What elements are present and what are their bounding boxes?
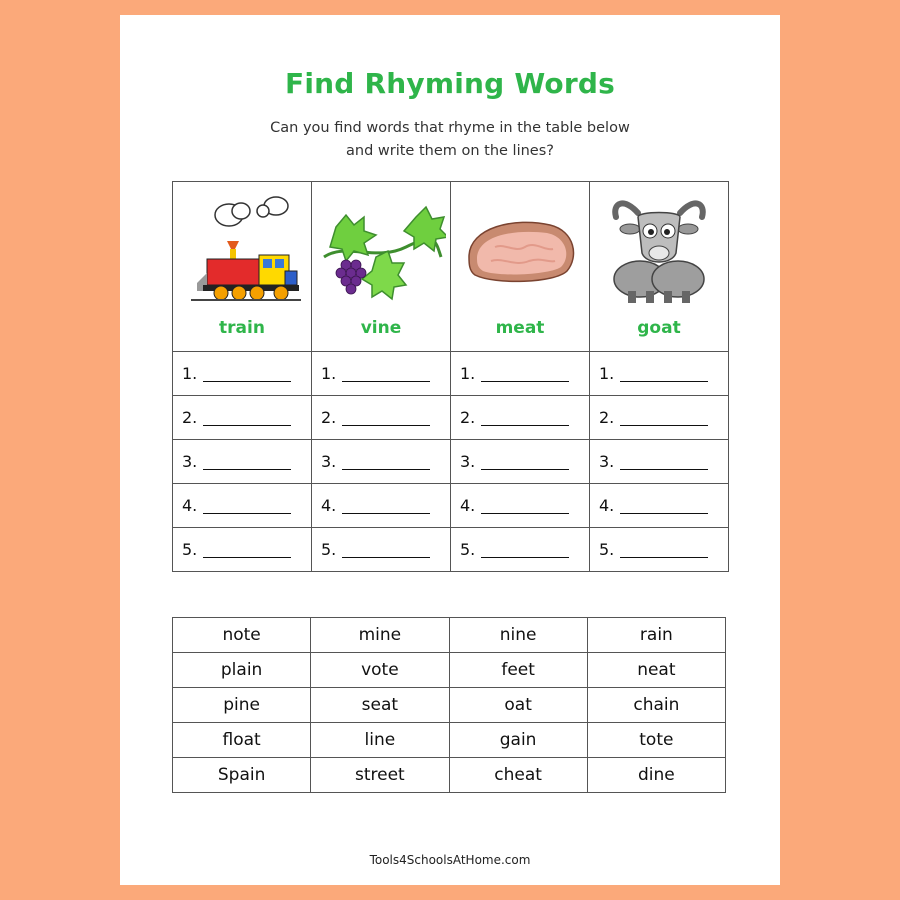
answer-blank-line[interactable]	[620, 512, 708, 514]
column-goat	[590, 182, 729, 352]
column-train	[173, 182, 312, 352]
answer-cell-meat	[451, 352, 590, 396]
answer-blank-line[interactable]	[342, 512, 430, 514]
answer-cell-train	[173, 484, 312, 528]
grape-vine-icon	[316, 187, 446, 307]
line-number: 1.	[182, 364, 198, 383]
line-number: 3.	[321, 452, 337, 471]
answer-cell-vine	[312, 528, 451, 572]
word-bank-cell: line	[311, 723, 449, 758]
word-bank-row	[173, 723, 726, 758]
answer-cell-goat	[590, 484, 729, 528]
answer-cell-vine	[312, 484, 451, 528]
answer-blank-line[interactable]	[481, 556, 569, 558]
line-number: 3.	[599, 452, 615, 471]
line-number: 1.	[599, 364, 615, 383]
answer-blank-line[interactable]	[203, 556, 291, 558]
answer-blank-line[interactable]	[481, 424, 569, 426]
word-bank-row	[173, 688, 726, 723]
word-bank-cell: rain	[587, 618, 725, 653]
worksheet-page	[120, 15, 780, 885]
word-bank-cell: Spain	[173, 758, 311, 793]
word-bank-cell: nine	[449, 618, 587, 653]
line-number: 2.	[182, 408, 198, 427]
word-bank-cell: chain	[587, 688, 725, 723]
column-label-meat: meat	[495, 318, 545, 338]
answer-row	[173, 528, 729, 572]
answer-blank-line[interactable]	[203, 468, 291, 470]
answer-cell-meat	[451, 396, 590, 440]
answer-blank-line[interactable]	[342, 468, 430, 470]
word-bank-cell: vote	[311, 653, 449, 688]
instructions-line-1: Can you find words that rhyme in the table below	[270, 120, 630, 136]
answer-row	[173, 352, 729, 396]
word-bank-cell: neat	[587, 653, 725, 688]
word-bank-cell: plain	[173, 653, 311, 688]
word-bank-cell: street	[311, 758, 449, 793]
goat-icon	[594, 187, 724, 307]
line-number: 5.	[182, 540, 198, 559]
answer-blank-line[interactable]	[342, 424, 430, 426]
word-bank-cell: tote	[587, 723, 725, 758]
answer-cell-meat	[451, 440, 590, 484]
line-number: 5.	[321, 540, 337, 559]
answer-cell-goat	[590, 440, 729, 484]
word-bank-row	[173, 758, 726, 793]
word-bank-cell: float	[173, 723, 311, 758]
instructions-line-2: and write them on the lines?	[346, 143, 554, 159]
line-number: 4.	[599, 496, 615, 515]
footer-credit: Tools4SchoolsAtHome.com	[369, 853, 531, 867]
answer-cell-vine	[312, 352, 451, 396]
answer-cell-vine	[312, 440, 451, 484]
picture-row	[173, 182, 729, 352]
answer-cell-meat	[451, 484, 590, 528]
word-bank-row	[173, 618, 726, 653]
word-bank-cell: feet	[449, 653, 587, 688]
line-number: 4.	[460, 496, 476, 515]
line-number: 3.	[460, 452, 476, 471]
line-number: 1.	[460, 364, 476, 383]
line-number: 4.	[182, 496, 198, 515]
answer-blank-line[interactable]	[620, 468, 708, 470]
rhyme-answer-table	[172, 181, 729, 572]
answer-blank-line[interactable]	[481, 380, 569, 382]
answer-row	[173, 396, 729, 440]
answer-blank-line[interactable]	[481, 512, 569, 514]
answer-blank-line[interactable]	[620, 424, 708, 426]
answer-blank-line[interactable]	[342, 380, 430, 382]
word-bank-table	[172, 617, 726, 793]
answer-cell-goat	[590, 528, 729, 572]
answer-blank-line[interactable]	[203, 512, 291, 514]
answer-cell-train	[173, 352, 312, 396]
line-number: 2.	[460, 408, 476, 427]
word-bank-cell: gain	[449, 723, 587, 758]
answer-cell-goat	[590, 352, 729, 396]
instructions	[120, 117, 780, 163]
column-label-train: train	[219, 318, 265, 338]
answer-cell-train	[173, 440, 312, 484]
answer-row	[173, 484, 729, 528]
word-bank-cell: dine	[587, 758, 725, 793]
word-bank-cell: note	[173, 618, 311, 653]
word-bank-cell: oat	[449, 688, 587, 723]
line-number: 4.	[321, 496, 337, 515]
answer-blank-line[interactable]	[620, 380, 708, 382]
line-number: 2.	[321, 408, 337, 427]
answer-blank-line[interactable]	[203, 380, 291, 382]
answer-cell-meat	[451, 528, 590, 572]
answer-cell-train	[173, 396, 312, 440]
line-number: 1.	[321, 364, 337, 383]
line-number: 5.	[460, 540, 476, 559]
word-bank-row	[173, 653, 726, 688]
column-label-vine: vine	[360, 318, 402, 338]
answer-row	[173, 440, 729, 484]
line-number: 3.	[182, 452, 198, 471]
line-number: 5.	[599, 540, 615, 559]
line-number: 2.	[599, 408, 615, 427]
word-bank-cell: cheat	[449, 758, 587, 793]
word-bank-cell: pine	[173, 688, 311, 723]
answer-blank-line[interactable]	[481, 468, 569, 470]
worksheet-title: Find Rhyming Words	[285, 67, 615, 100]
answer-cell-goat	[590, 396, 729, 440]
train-icon	[177, 187, 307, 307]
answer-blank-line[interactable]	[620, 556, 708, 558]
answer-cell-train	[173, 528, 312, 572]
answer-blank-line[interactable]	[342, 556, 430, 558]
ham-icon	[455, 187, 585, 307]
column-meat	[451, 182, 590, 352]
column-label-goat: goat	[637, 318, 681, 338]
word-bank-cell: seat	[311, 688, 449, 723]
answer-cell-vine	[312, 396, 451, 440]
column-vine	[312, 182, 451, 352]
answer-blank-line[interactable]	[203, 424, 291, 426]
word-bank-cell: mine	[311, 618, 449, 653]
